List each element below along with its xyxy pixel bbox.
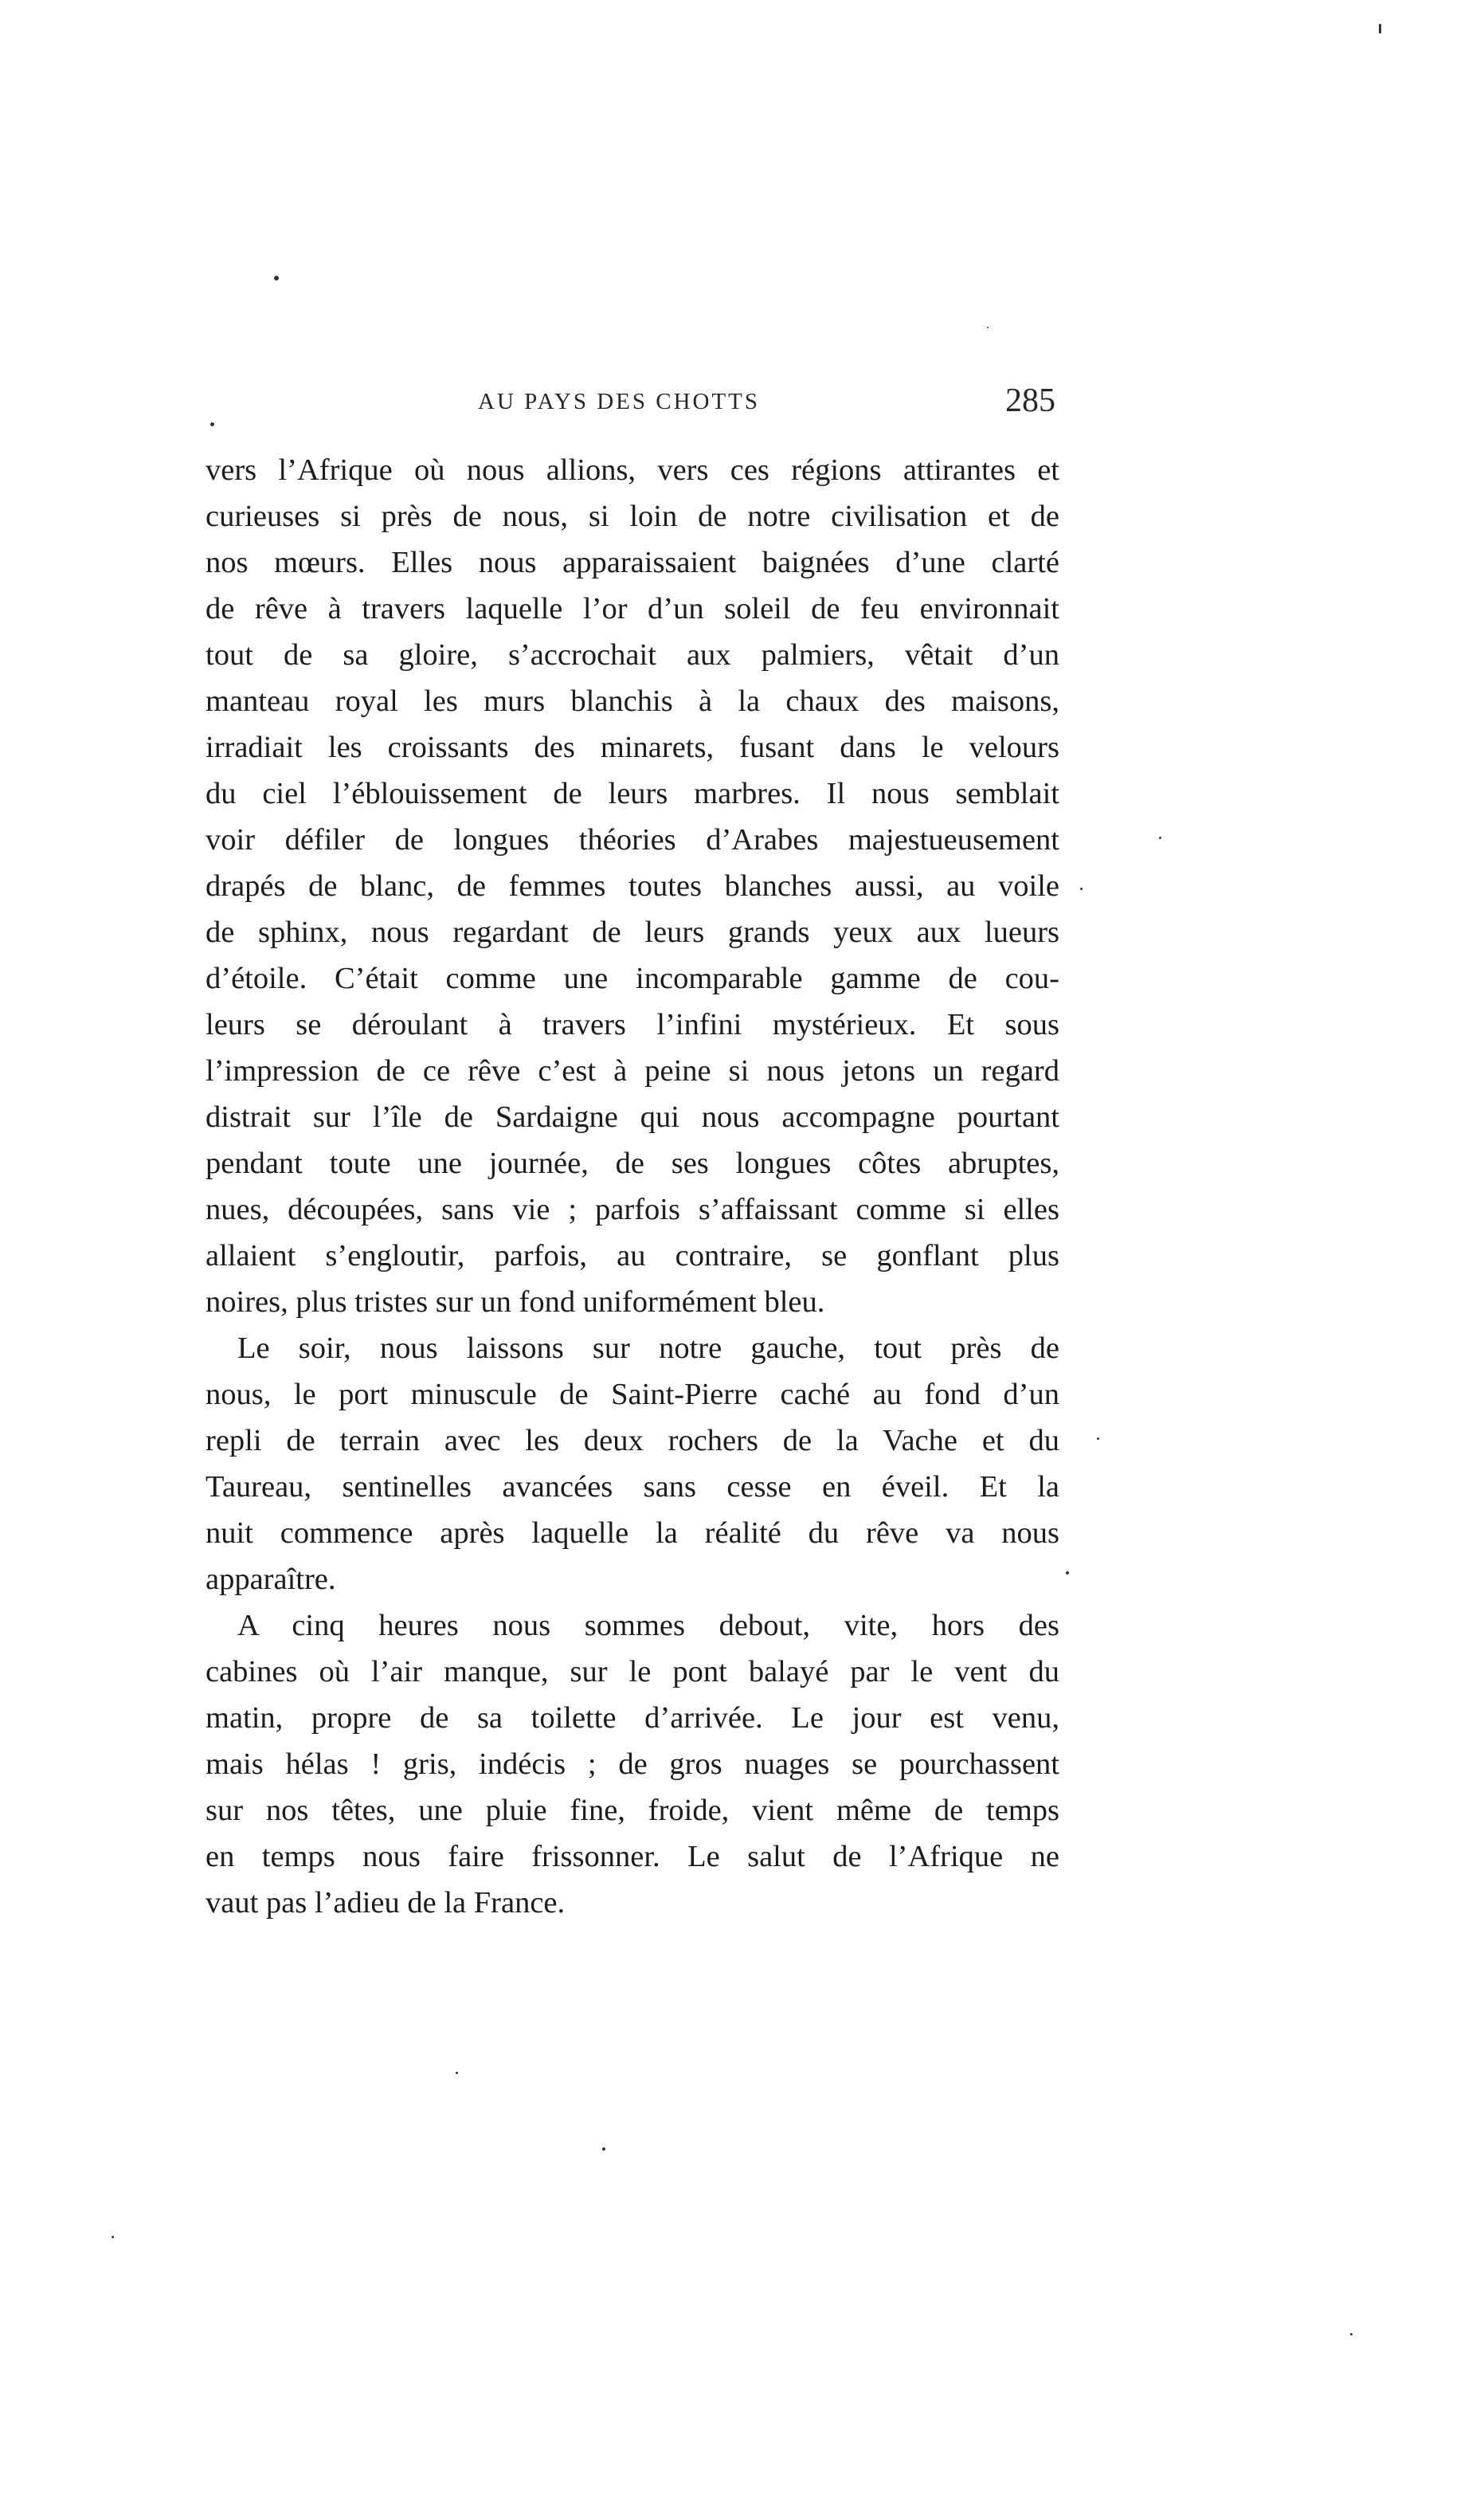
scan-speck (1097, 1437, 1099, 1440)
text-line: Taureau, sentinelles avancées sans cesse en éveil. Et la (206, 1470, 1059, 1504)
scan-speck (1379, 24, 1381, 33)
text-line: distrait sur l’île de Sardaigne qui nous accompagne pourtant (206, 1100, 1059, 1134)
text-line: drapés de blanc, de femmes toutes blanches aussi, au voile (206, 869, 1059, 903)
running-title: AU PAYS DES CHOTTS (478, 389, 761, 414)
text-line: A cinq heures nous sommes debout, vite, hors des (237, 1609, 1059, 1642)
scan-speck (1159, 837, 1161, 839)
scan-speck (1066, 1571, 1069, 1575)
text-line: cabines où l’air manque, sur le pont balayé par le vent du (206, 1655, 1059, 1688)
text-line: l’impression de ce rêve c’est à peine si nous jetons un regard (206, 1054, 1059, 1088)
text-line: sur nos têtes, une pluie fine, froide, vient même de temps (206, 1794, 1059, 1827)
scan-speck (602, 2147, 605, 2151)
scan-speck (456, 2072, 458, 2074)
scan-speck (1080, 888, 1083, 890)
text-line: du ciel l’éblouissement de leurs marbres. Il nous semblait (206, 777, 1059, 810)
text-line: vers l’Afrique où nous allions, vers ces régions attirantes et (206, 453, 1059, 487)
scan-speck (274, 276, 279, 280)
text-line: nos mœurs. Elles nous apparaissaient baignées d’une clarté (206, 546, 1059, 579)
text-line: pendant toute une journée, de ses longues côtes abruptes, (206, 1147, 1059, 1180)
text-line: matin, propre de sa toilette d’arrivée. Le jour est venu, (206, 1701, 1059, 1735)
text-line: manteau royal les murs blanchis à la chaux des maisons, (206, 684, 1059, 718)
text-line: mais hélas ! gris, indécis ; de gros nuages se pourchassent (206, 1747, 1059, 1781)
text-line: apparaître. (206, 1563, 336, 1596)
text-line: curieuses si près de nous, si loin de notre civilisation et de (206, 500, 1059, 533)
body-text (206, 447, 1059, 1926)
text-line: Le soir, nous laissons sur notre gauche, tout près de (237, 1331, 1059, 1365)
text-line: vaut pas l’adieu de la France. (206, 1886, 566, 1920)
text-line: noires, plus tristes sur un fond uniformément bleu. (206, 1285, 825, 1319)
text-line: d’étoile. C’était comme une incomparable gamme de cou- (206, 962, 1059, 995)
text-line: nuit commence après laquelle la réalité du rêve va nous (206, 1516, 1059, 1550)
text-line: tout de sa gloire, s’accrochait aux palmiers, vêtait d’un (206, 638, 1059, 672)
text-line: de sphinx, nous regardant de leurs grands yeux aux lueurs (206, 916, 1059, 949)
scan-speck (112, 2236, 114, 2238)
text-line: de rêve à travers laquelle l’or d’un soleil de feu environnait (206, 592, 1059, 626)
text-line: allaient s’engloutir, parfois, au contraire, se gonflant plus (206, 1239, 1059, 1273)
text-line: irradiait les croissants des minarets, fusant dans le velours (206, 731, 1059, 764)
text-line: nues, découpées, sans vie ; parfois s’affaissant comme si elles (206, 1193, 1059, 1226)
page-number: 285 (1005, 382, 1055, 419)
scan-speck (210, 422, 214, 426)
text-line: en temps nous faire frissonner. Le salut de l’Afrique ne (206, 1840, 1059, 1873)
text-line: voir défiler de longues théories d’Arabes majestueusement (206, 823, 1059, 857)
text-line: nous, le port minuscule de Saint-Pierre caché au fond d’un (206, 1378, 1059, 1411)
text-line: leurs se déroulant à travers l’infini mystérieux. Et sous (206, 1008, 1059, 1041)
scan-speck (1350, 2333, 1353, 2335)
text-line: repli de terrain avec les deux rochers de la Vache et du (206, 1424, 1059, 1457)
scan-speck (987, 327, 989, 328)
